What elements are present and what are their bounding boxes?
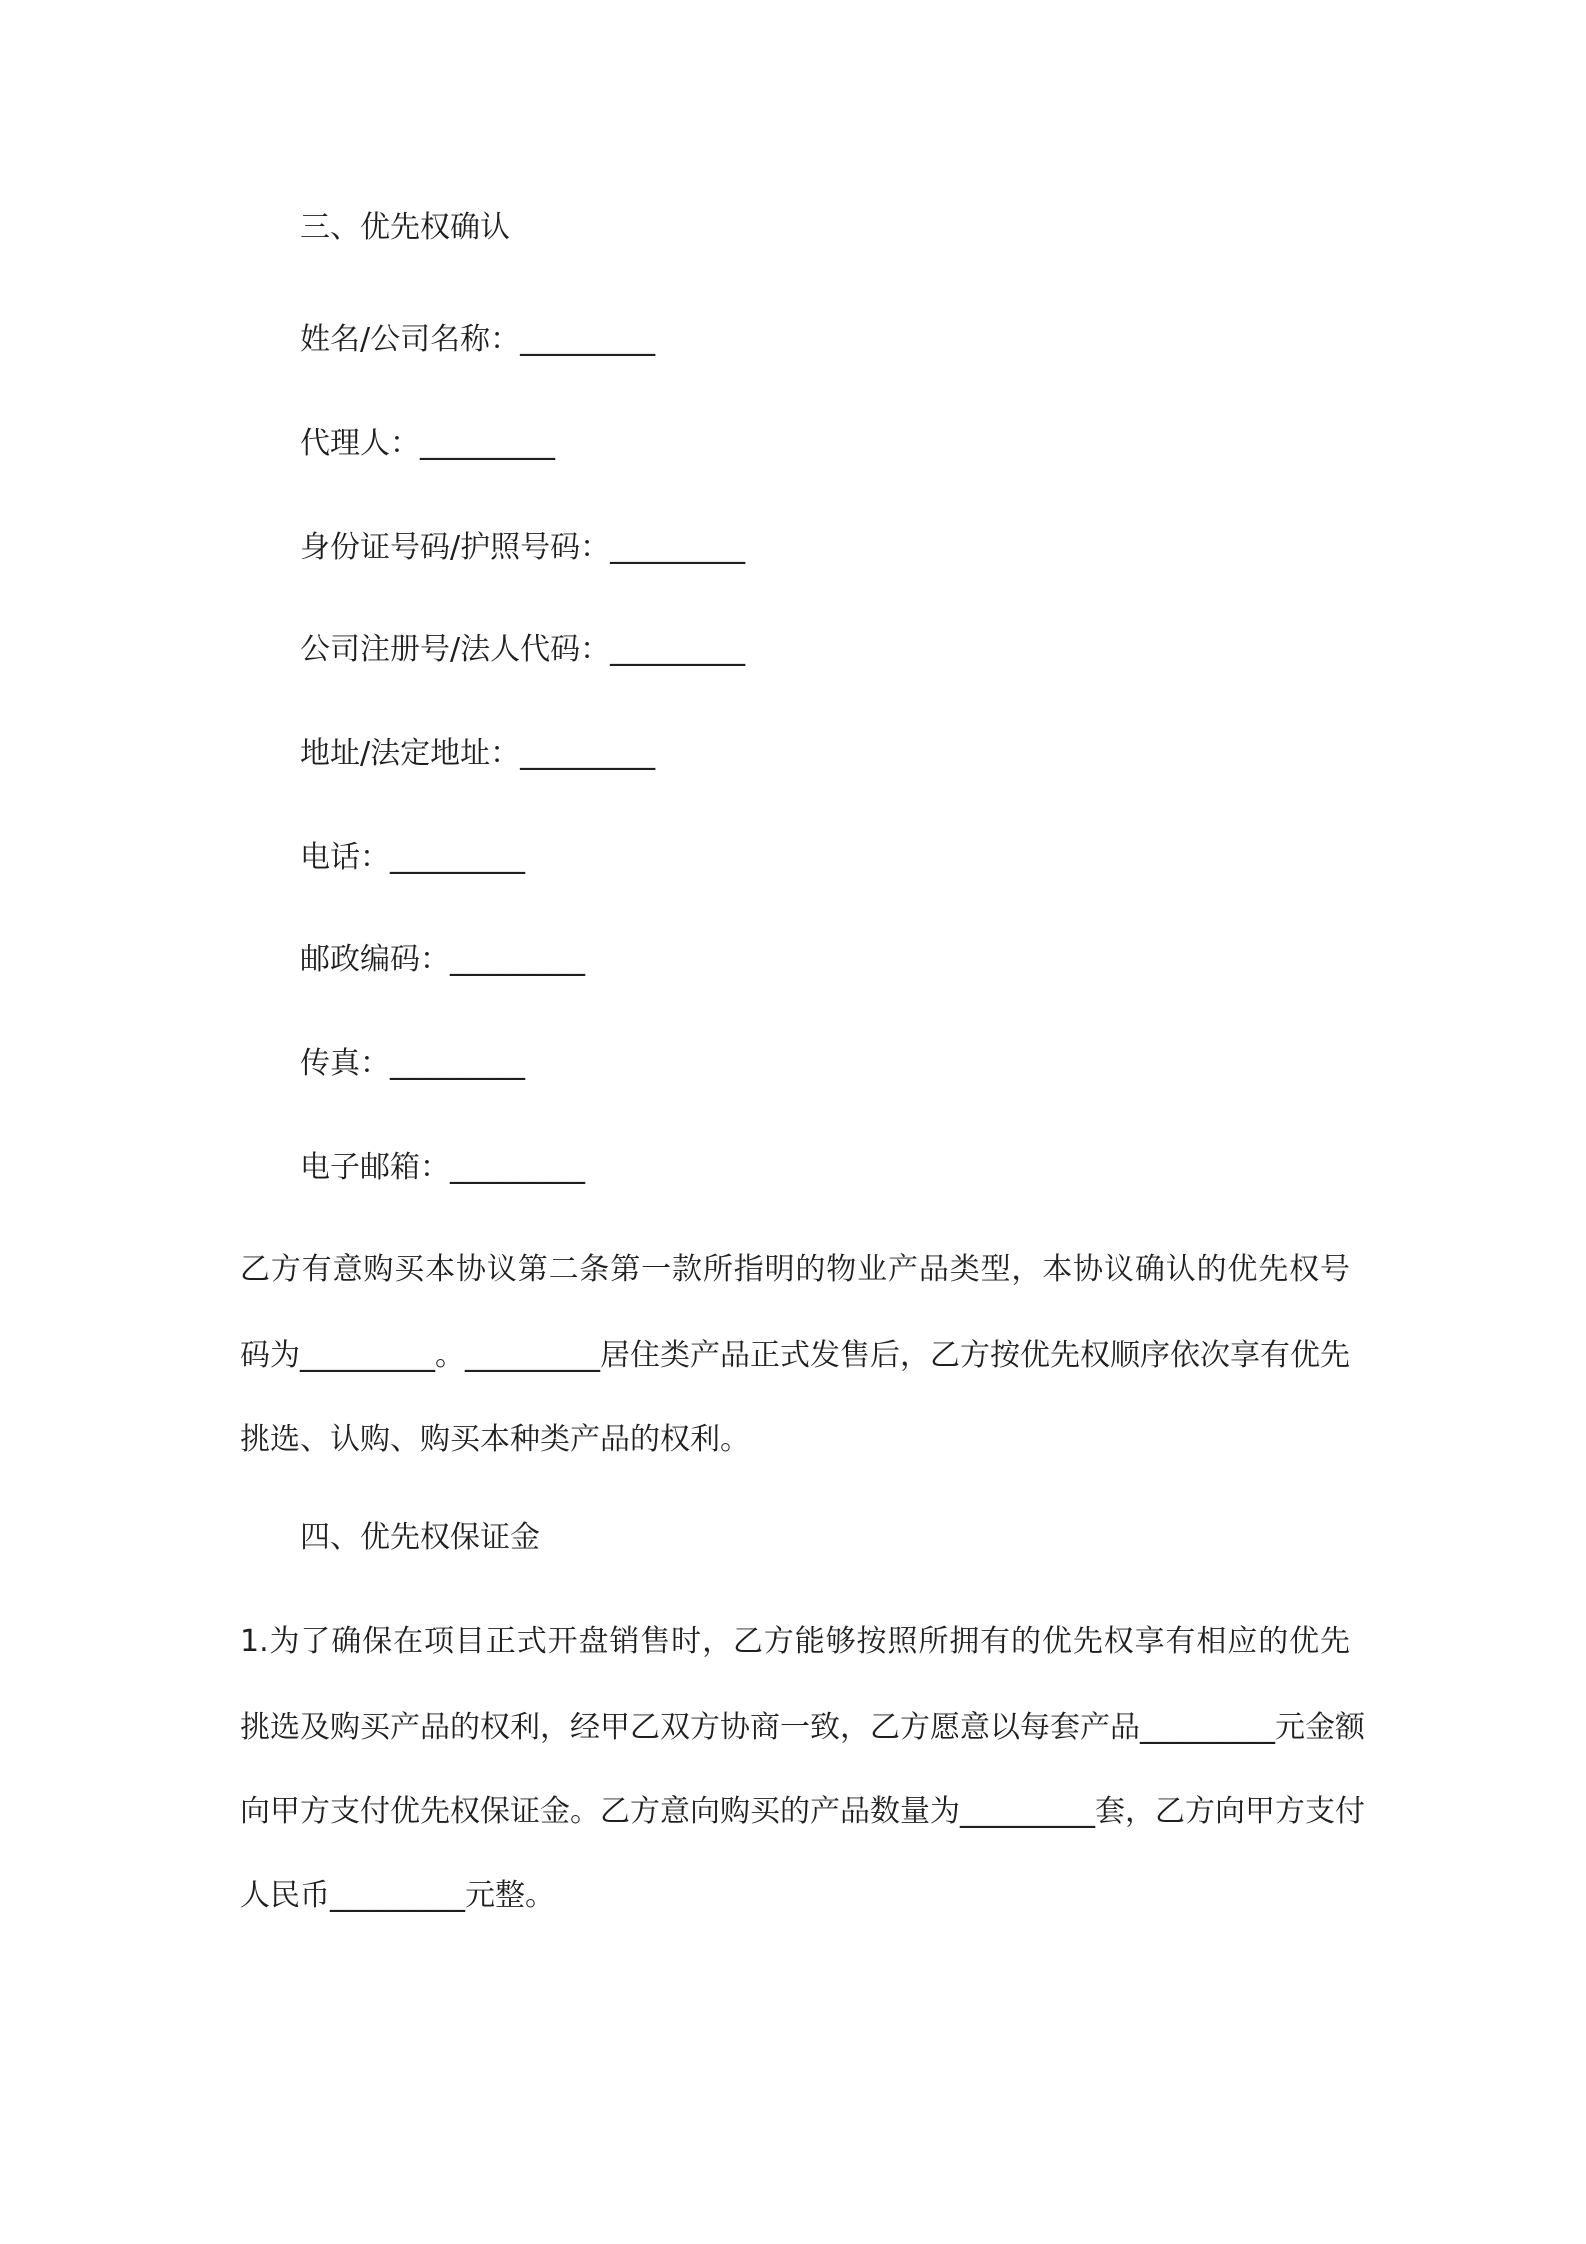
section4-paragraph-line-3: 向甲方支付优先权保证金。乙方意向购买的产品数量为_________套，乙方向甲方支付 xyxy=(240,1794,1365,1829)
section3-paragraph-line-1: 乙方有意购买本协议第二条第一款所指明的物业产品类型，本协议确认的优先权号 xyxy=(240,1252,1350,1287)
section3-paragraph-line-2: 码为_________。_________居住类产品正式发售后，乙方按优先权顺序依次享有优先 xyxy=(240,1338,1350,1373)
section4-paragraph-line-2: 挑选及购买产品的权利，经甲乙双方协商一致，乙方愿意以每套产品_________元金额 xyxy=(240,1710,1365,1745)
section3-paragraph-line-3: 挑选、认购、购买本种类产品的权利。 xyxy=(240,1422,750,1457)
field-phone: 电话：_________ xyxy=(300,840,525,875)
field-email: 电子邮箱：_________ xyxy=(300,1150,585,1185)
field-postal-code: 邮政编码：_________ xyxy=(300,942,585,977)
field-id-number: 身份证号码/护照号码：_________ xyxy=(300,530,746,565)
field-fax: 传真：_________ xyxy=(300,1046,525,1081)
section4-heading: 四、优先权保证金 xyxy=(300,1520,540,1555)
section4-paragraph-line-1: 1.为了确保在项目正式开盘销售时，乙方能够按照所拥有的优先权享有相应的优先 xyxy=(240,1624,1350,1659)
field-address: 地址/法定地址：_________ xyxy=(300,736,656,771)
section3-heading: 三、优先权确认 xyxy=(300,210,510,245)
section4-paragraph-line-4: 人民币_________元整。 xyxy=(240,1878,555,1913)
field-agent: 代理人：_________ xyxy=(300,426,555,461)
field-name: 姓名/公司名称：_________ xyxy=(300,322,656,357)
field-registration-number: 公司注册号/法人代码：_________ xyxy=(300,632,746,667)
